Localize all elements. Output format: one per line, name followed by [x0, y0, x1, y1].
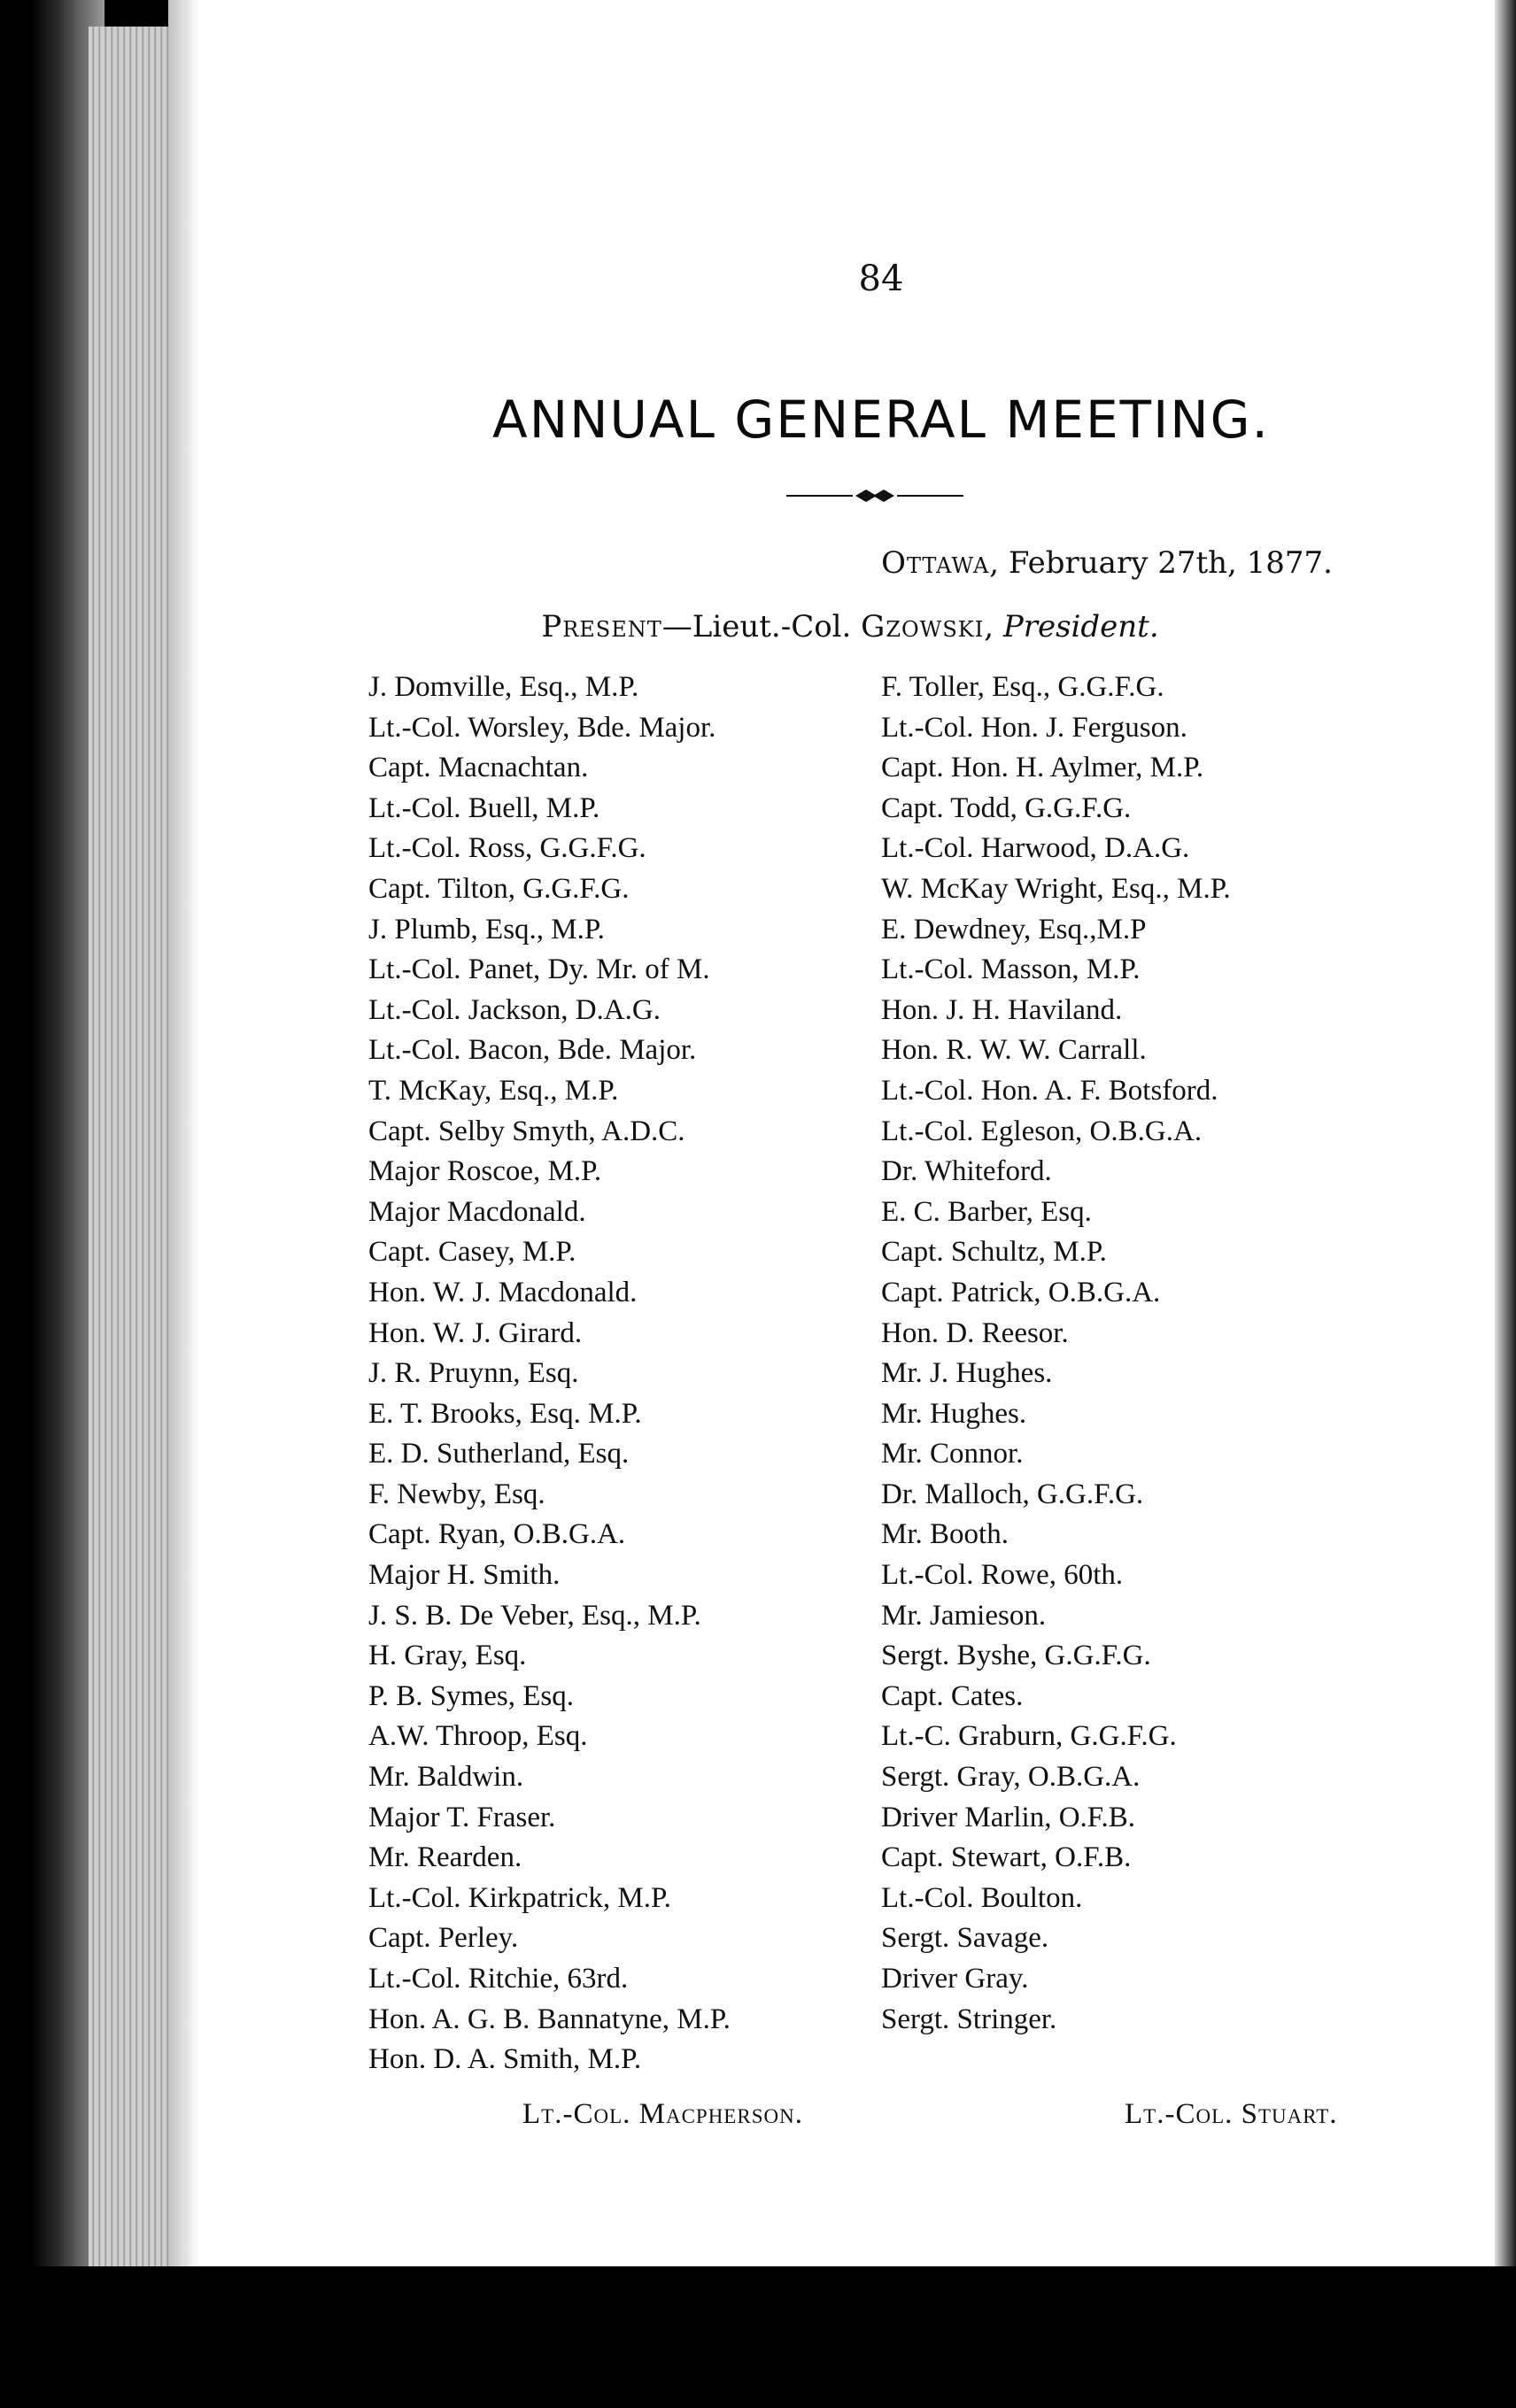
dateline-place: Ottawa — [881, 545, 990, 581]
attendee-name: J. Plumb, Esq., M.P. — [368, 913, 605, 945]
book-page-edges — [89, 27, 173, 2266]
attendee-name: Lt.-Col. Hon. J. Ferguson. — [881, 711, 1187, 744]
scan-right-border — [1495, 0, 1516, 2266]
attendee-name: Lt.-Col. Ross, G.G.F.G. — [368, 832, 646, 865]
attendee-name: Mr. J. Hughes. — [881, 1357, 1053, 1390]
attendee-name: Capt. Perley. — [368, 1922, 519, 1955]
attendee-name: Lt.-Col. Rowe, 60th. — [881, 1559, 1124, 1592]
attendee-name: T. McKay, Esq., M.P. — [368, 1074, 619, 1107]
dateline-date: , February 27th, 1877. — [989, 545, 1333, 581]
attendee-name: Hon. D. Reesor. — [881, 1316, 1069, 1349]
attendee-name: Capt. Patrick, O.B.G.A. — [881, 1276, 1161, 1308]
attendee-name: Capt. Stewart, O.F.B. — [881, 1841, 1132, 1874]
attendee-name: W. McKay Wright, Esq., M.P. — [881, 872, 1231, 905]
attendee-name: Mr. Connor. — [881, 1438, 1024, 1470]
attendee-name: Driver Gray. — [881, 1963, 1029, 1995]
present-label: Present — [541, 609, 662, 644]
attendee-name: Lt.-Col. Ritchie, 63rd. — [368, 1963, 629, 1995]
attendee-name: Capt. Cates. — [881, 1679, 1024, 1712]
attendee-name: F. Newby, Esq. — [368, 1478, 545, 1510]
present-line — [496, 609, 1204, 644]
attendee-list-left — [368, 668, 864, 2080]
dateline — [531, 545, 1333, 581]
attendee-name: Major Roscoe, M.P. — [368, 1155, 602, 1188]
attendee-name: P. B. Symes, Esq. — [368, 1679, 574, 1712]
scan-bottom-border — [0, 2266, 1516, 2408]
attendee-name: Hon. A. G. B. Bannatyne, M.P. — [368, 2003, 731, 2035]
attendee-name: Capt. Hon. H. Aylmer, M.P. — [881, 752, 1204, 784]
attendee-name: Major Macdonald. — [368, 1195, 586, 1228]
attendee-name: J. S. B. De Veber, Esq., M.P. — [368, 1599, 701, 1632]
attendee-name: Lt.-Col. Panet, Dy. Mr. of M. — [368, 953, 710, 986]
attendee-name: Mr. Hughes. — [881, 1397, 1027, 1430]
attendee-name: Hon. R. W. W. Carrall. — [881, 1034, 1147, 1067]
attendee-name: Lt.-Col. Boulton. — [881, 1881, 1083, 1914]
attendee-name: Mr. Booth. — [881, 1518, 1009, 1551]
attendee-name: Capt. Macnachtan. — [368, 752, 589, 784]
attendee-name: Major T. Fraser. — [368, 1801, 556, 1833]
attendee-name: F. Toller, Esq., G.G.F.G. — [881, 671, 1164, 703]
attendee-name: Capt. Casey, M.P. — [368, 1236, 576, 1269]
attendee-name: Dr. Whiteford. — [881, 1155, 1052, 1188]
attendee-name: A.W. Throop, Esq. — [368, 1720, 588, 1753]
attendee-name: E. Dewdney, Esq.,M.P — [881, 913, 1147, 945]
attendee-name: Lt.-Col. Harwood, D.A.G. — [881, 832, 1190, 865]
attendee-name: Lt.-Col. Egleson, O.B.G.A. — [881, 1115, 1203, 1147]
attendee-name: Sergt. Savage. — [881, 1922, 1049, 1955]
attendee-name: H. Gray, Esq. — [368, 1640, 527, 1672]
attendee-name: Hon. D. A. Smith, M.P. — [368, 2043, 642, 2076]
gutter-shadow — [168, 0, 199, 2266]
attendee-name: Sergt. Stringer. — [881, 2003, 1057, 2035]
attendee-name: J. R. Pruynn, Esq. — [368, 1357, 579, 1390]
attendee-name: Lt.-Col. Hon. A. F. Botsford. — [881, 1074, 1218, 1107]
attendee-name: Dr. Malloch, G.G.F.G. — [881, 1478, 1144, 1510]
present-separator: , — [984, 609, 1003, 644]
attendee-name: Mr. Jamieson. — [881, 1599, 1047, 1632]
attendee-name: Hon. J. H. Haviland. — [881, 993, 1123, 1026]
attendee-name: Capt. Tilton, G.G.F.G. — [368, 872, 630, 905]
attendee-name: Lt.-Col. Jackson, D.A.G. — [368, 993, 661, 1026]
attendee-list-right — [881, 668, 1448, 2040]
present-name: —Lieut.-Col. — [661, 609, 862, 644]
footer-name-left: Lt.-Col. Macpherson. — [522, 2098, 803, 2130]
attendee-name: Sergt. Byshe, G.G.F.G. — [881, 1640, 1151, 1672]
footer-name-right: Lt.-Col. Stuart. — [1125, 2098, 1338, 2130]
attendee-name: Sergt. Gray, O.B.G.A. — [881, 1761, 1141, 1794]
attendee-name: Lt.-C. Graburn, G.G.F.G. — [881, 1720, 1177, 1753]
present-surname: Gzowski — [861, 609, 985, 644]
present-role: President. — [1002, 609, 1159, 644]
page-number: 84 — [858, 259, 904, 299]
attendee-name: Capt. Todd, G.G.F.G. — [881, 791, 1132, 824]
attendee-name: E. T. Brooks, Esq. M.P. — [368, 1397, 642, 1430]
attendee-name: Mr. Baldwin. — [368, 1761, 524, 1794]
attendee-name: E. D. Sutherland, Esq. — [368, 1438, 630, 1470]
attendee-name: Capt. Selby Smyth, A.D.C. — [368, 1115, 685, 1147]
attendee-name: Lt.-Col. Worsley, Bde. Major. — [368, 711, 716, 744]
attendee-name: Hon. W. J. Girard. — [368, 1316, 583, 1349]
attendee-name: Lt.-Col. Bacon, Bde. Major. — [368, 1034, 697, 1067]
page-title: ANNUAL GENERAL MEETING. — [492, 390, 1270, 450]
attendee-name: Capt. Ryan, O.B.G.A. — [368, 1518, 626, 1551]
attendee-name: Hon. W. J. Macdonald. — [368, 1276, 638, 1308]
attendee-name: J. Domville, Esq., M.P. — [368, 671, 639, 703]
attendee-name: E. C. Barber, Esq. — [881, 1195, 1092, 1228]
attendee-name: Lt.-Col. Masson, M.P. — [881, 953, 1141, 986]
attendee-name: Mr. Rearden. — [368, 1841, 522, 1874]
attendee-name: Lt.-Col. Buell, M.P. — [368, 791, 600, 824]
attendee-name: Driver Marlin, O.F.B. — [881, 1801, 1135, 1833]
attendee-name: Capt. Schultz, M.P. — [881, 1236, 1107, 1269]
attendee-name: Lt.-Col. Kirkpatrick, M.P. — [368, 1881, 671, 1914]
attendee-name: Major H. Smith. — [368, 1559, 561, 1592]
ornament-divider — [786, 485, 963, 506]
